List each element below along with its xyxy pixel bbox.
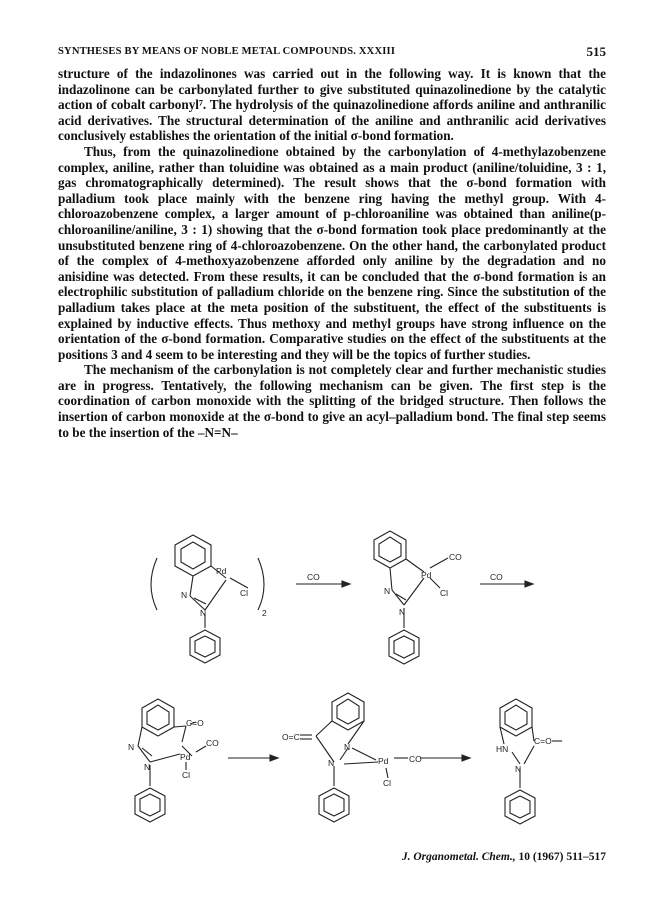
- n-label-3b: N: [144, 762, 151, 772]
- structure-4-intermediate: [300, 693, 408, 822]
- n-label-5: N: [515, 764, 522, 774]
- paragraph-2: Thus, from the quinazolinedione obtained by the carbonylation of 4-methylazobenzene complex, aniline, rather than toluidine was obtained as a main product (aniline/toluidine, 3 : 1, gas chromatographically determined). The result shows that the σ-bond formation with palladium took place mainly with the benzene ring having the methyl group. With 4-chloroazobenzene complex, a larger amount of p-chloroaniline was obtained than aniline(p-chloroaniline/aniline, 3 : 1) showing that the σ-bond formation took place predominantly at the unsubstituted benzene ring of 4-chloroazobenzene. On the other hand, the carbonylated product of the complex of 4-methoxyazobenzene afforded only aniline by the degradation and no anisidine was detected. From these results, it can be concluded that the σ-bond formation is an electrophilic substitution of palladium chloride on the benzene ring. Since the substitution of the palladium takes place at the meta position of the substituent, the effect of the substituents is explained by inductive effects. Thus methoxy and methyl groups have strong influence on the orientation of the σ-bond formation. Comparative studies on the effect of the substituents at the positions 3 and 4 seem to be interesting and they will be the topics of further studies.: [58, 143, 606, 362]
- journal-citation: [402, 851, 606, 863]
- cl-label-3: Cl: [182, 770, 191, 780]
- n-label-2a: N: [384, 586, 391, 596]
- n-label-1a: N: [181, 590, 188, 600]
- cl-label-4: Cl: [383, 778, 392, 788]
- pd-label-1: Pd: [216, 566, 227, 576]
- co-label-3: CO: [206, 738, 219, 748]
- n-label-2b: N: [399, 607, 406, 617]
- c-eq-o-label-5: C=O: [534, 736, 552, 746]
- n-label-4b: N: [328, 758, 335, 768]
- page-number: 515: [586, 44, 606, 59]
- pd-label-4: Pd: [378, 756, 389, 766]
- n-label-3a: N: [128, 742, 135, 752]
- arrow-1-reagent: CO: [307, 572, 320, 582]
- dimer-subscript: 2: [262, 608, 267, 618]
- n-label-1b: N: [200, 608, 207, 618]
- n-label-4a: N: [344, 742, 351, 752]
- cl-label-1: Cl: [240, 588, 249, 598]
- co-label-2: CO: [449, 552, 462, 562]
- pd-label-3: Pd: [180, 752, 191, 762]
- arrow-2-reagent: CO: [490, 572, 503, 582]
- hn-label-5: HN: [496, 744, 509, 754]
- structure-2-co-complex: [374, 531, 448, 664]
- pd-label-2: Pd: [421, 570, 432, 580]
- cl-label-2: Cl: [440, 588, 449, 598]
- co-label-4: CO: [409, 754, 422, 764]
- paragraph-3: The mechanism of the carbonylation is not completely clear and further mechanistic studies are in progress. Tentatively, the following mechanism can be given. The first step is the coordination of carbon monoxide with the splitting of the bridged structure. Then follows the insertion of carbon monoxide at the σ-bond to give an acyl–palladium bond. The final step seems to be the insertion of the –N=N–: [58, 362, 606, 440]
- citation-details: 10 (1967) 511–517: [518, 851, 606, 863]
- paragraph-1: structure of the indazolinones was carried out in the following way. It is known that the indazolinone can be carbonylated further to give substituted quinazolinedione by the catalytic action of cobalt carbonyl⁷. The hydrolysis of the quinazolinedione affords aniline and anthranilic acid derivatives. The structural determination of the aniline and anthranilic acid derivatives conclusively establishes the orientation of the initial σ-bond formation.: [58, 66, 606, 144]
- o-eq-c-label-4: O=C: [282, 732, 300, 742]
- journal-name: J. Organometal. Chem.,: [401, 851, 516, 863]
- structure-1-dimer: [151, 535, 264, 663]
- structure-5-product: [500, 699, 562, 824]
- running-head: SYNTHESES BY MEANS OF NOBLE METAL COMPOUNDS. XXXIII: [58, 46, 396, 57]
- c-eq-o-label-3: C=O: [186, 718, 204, 728]
